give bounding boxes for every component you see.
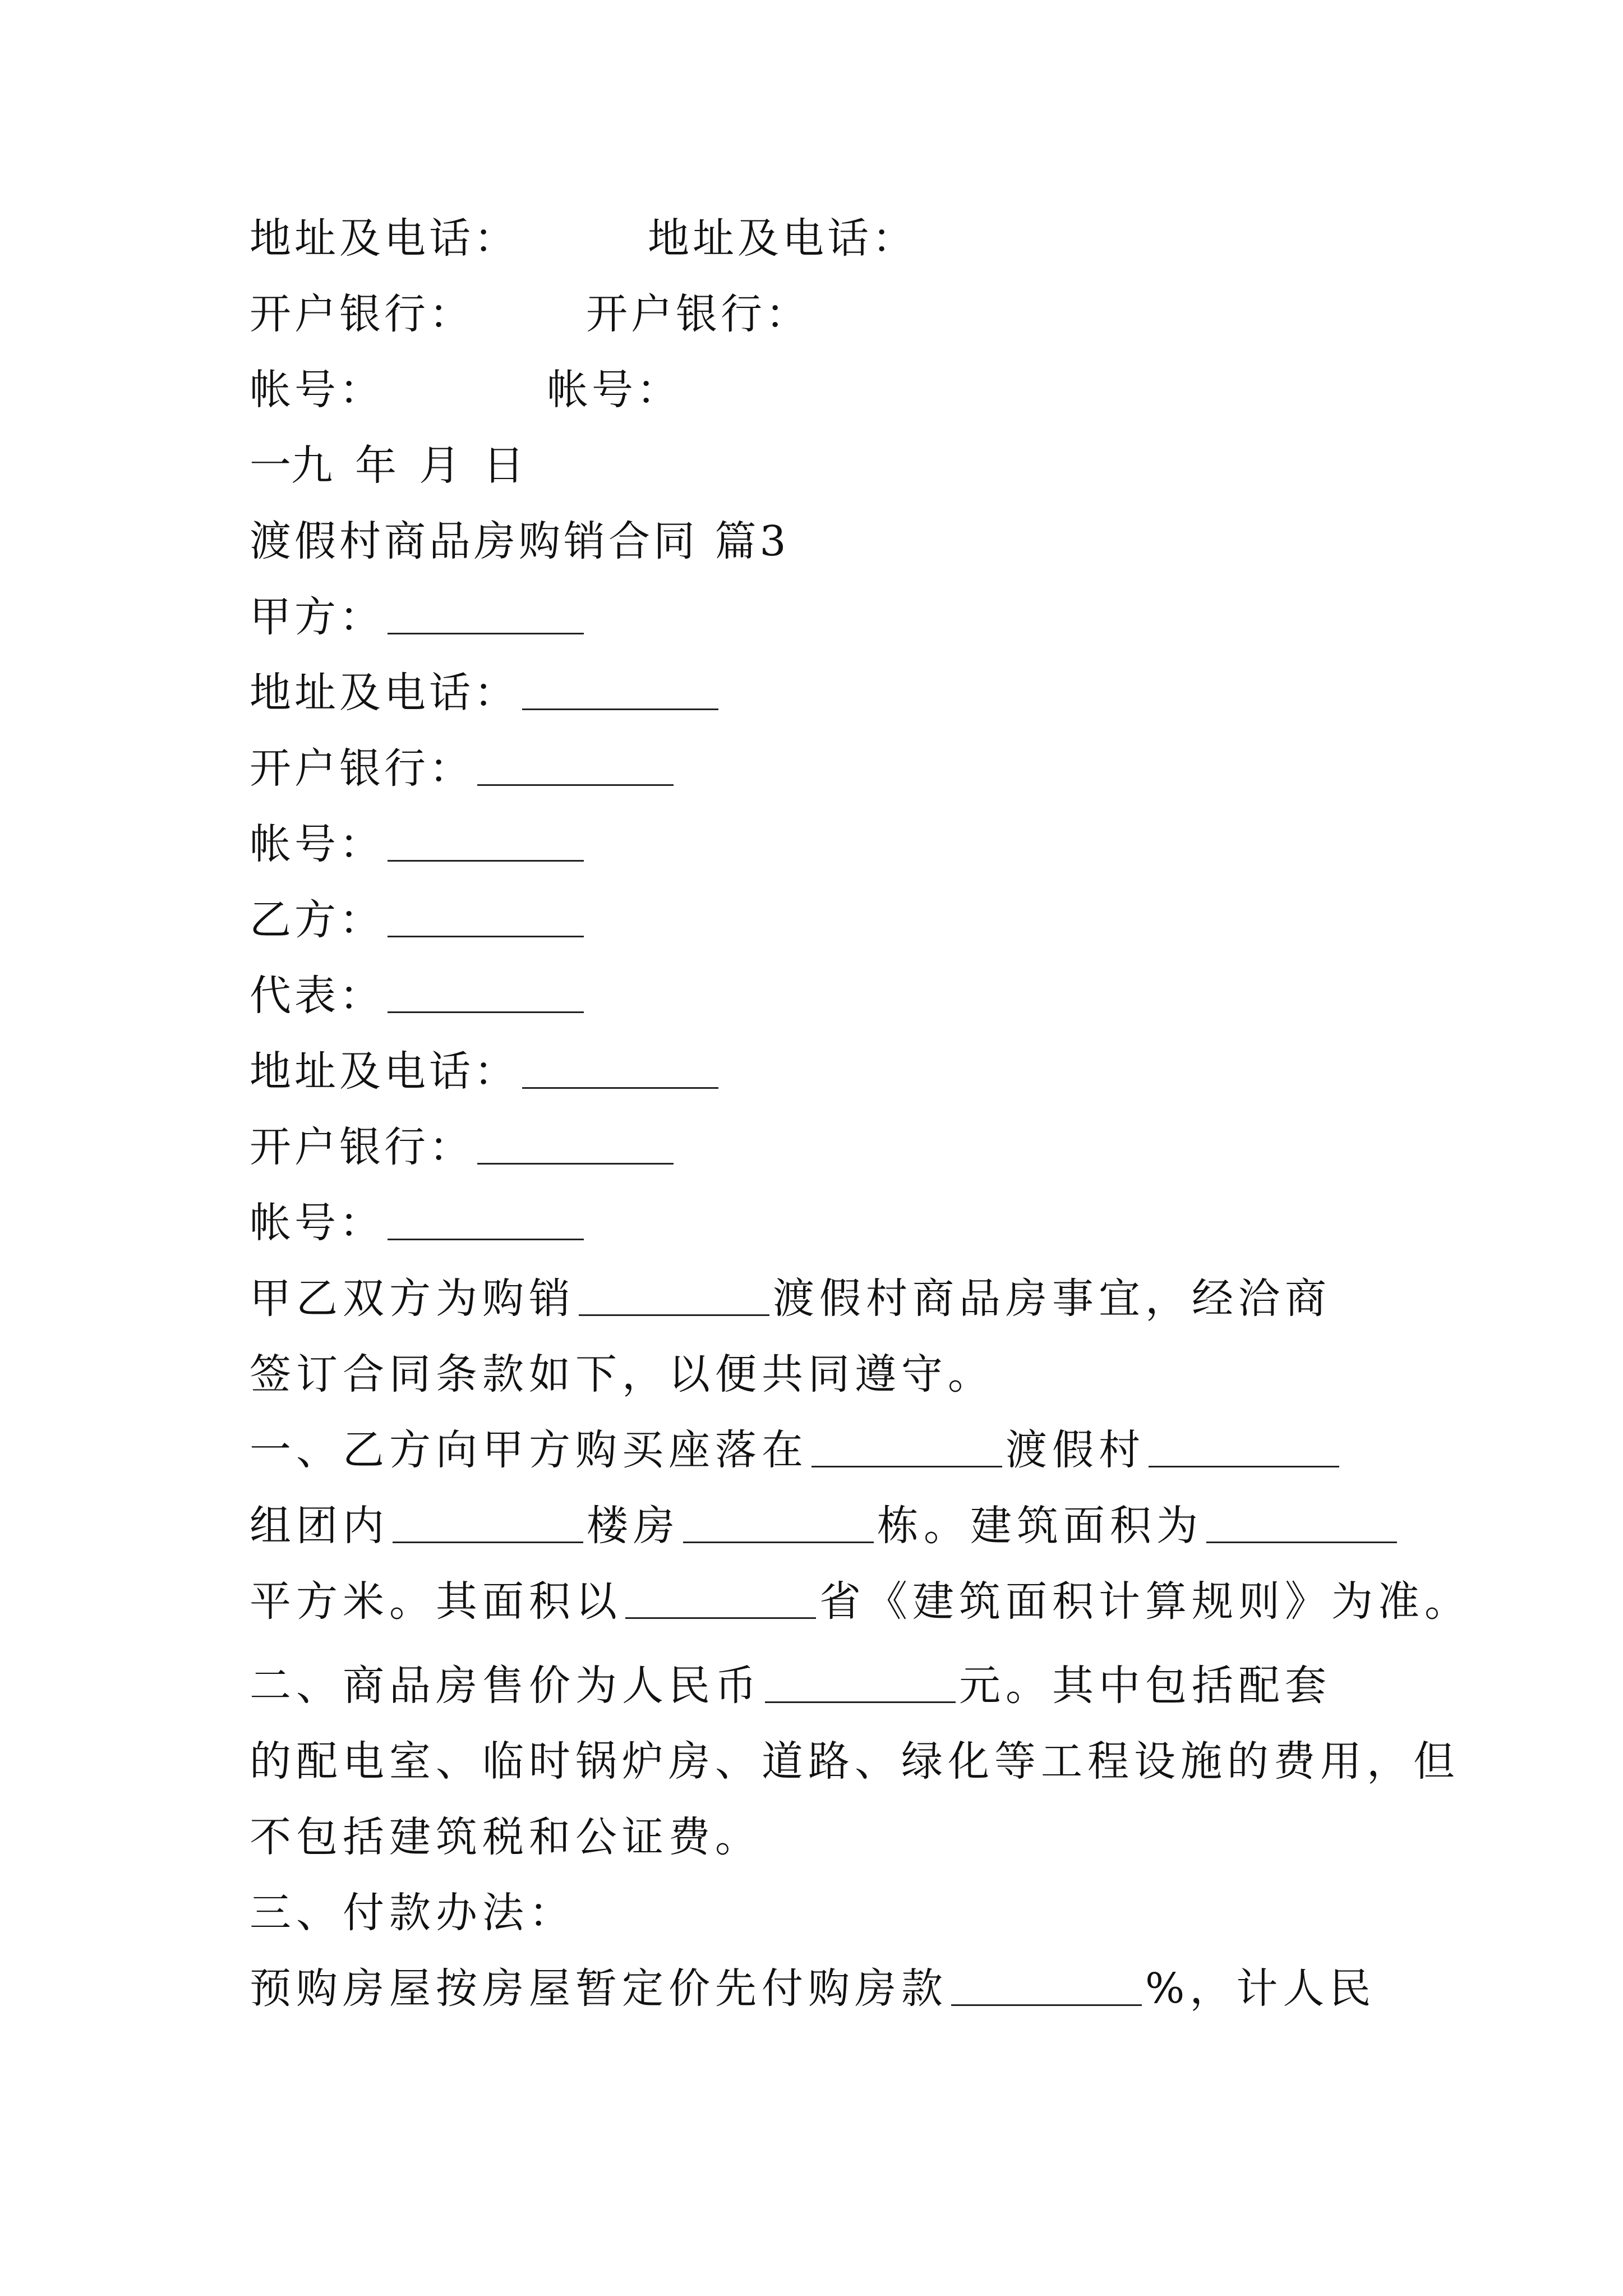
party-b-blank xyxy=(388,933,584,937)
clause-1-blank-3 xyxy=(393,1539,583,1543)
clause-3-line-1 xyxy=(250,1961,1376,2017)
clause-1-line-2 xyxy=(250,1498,1400,1554)
account-label-a: 帐号： xyxy=(250,366,384,414)
party-b-label: 乙方： xyxy=(250,896,384,944)
clause-2-text-2: 元。其中包括配套 xyxy=(959,1662,1331,1710)
bank-header-line xyxy=(250,286,810,342)
intro-blank xyxy=(579,1312,769,1316)
party-b-line xyxy=(250,892,587,948)
address-header-line xyxy=(250,210,917,266)
clause-2-text-1: 二、商品房售价为人民币 xyxy=(250,1662,762,1710)
date-year-prefix: 一九 xyxy=(250,441,333,490)
intro-text-1: 甲乙双方为购销 xyxy=(250,1274,575,1323)
intro-text-2: 渡假村商品房事宜，经洽商 xyxy=(773,1274,1331,1323)
party-b-bank-label: 开户银行： xyxy=(250,1123,474,1171)
party-b-bank-line xyxy=(250,1119,677,1175)
party-a-account-line xyxy=(250,816,587,872)
clause-3-text-2: %，计人民 xyxy=(1145,1964,1376,2013)
party-a-line xyxy=(250,589,587,645)
clause-1-line-1 xyxy=(250,1422,1343,1478)
party-b-address-blank xyxy=(522,1085,718,1089)
clause-3-blank xyxy=(951,2002,1142,2006)
clause-2-line-2: 的配电室、临时锅炉房、道路、绿化等工程设施的费用，但 xyxy=(250,1737,1460,1786)
clause-2-line-1 xyxy=(250,1658,1331,1714)
clause-1-line-3 xyxy=(250,1573,1471,1630)
party-a-address-line xyxy=(250,665,722,721)
clause-1-blank-4 xyxy=(683,1539,874,1543)
clause-1-blank-2 xyxy=(1149,1464,1339,1467)
party-b-account-label: 帐号： xyxy=(250,1199,384,1247)
clause-1-text-1: 一、乙方向甲方购买座落在 xyxy=(250,1426,808,1474)
party-b-rep-line xyxy=(250,968,587,1024)
address-label-b: 地址及电话： xyxy=(648,214,917,263)
intro-line-2: 签订合同条款如下，以便共同遵守。 xyxy=(250,1350,994,1398)
party-a-address-label: 地址及电话： xyxy=(250,669,519,717)
clause-3-title: 三、付款办法： xyxy=(250,1889,575,1937)
date-year: 年 xyxy=(355,441,396,490)
clause-1-text-4: 楼房 xyxy=(587,1502,680,1550)
party-b-bank-blank xyxy=(477,1161,674,1165)
clause-1-text-5: 栋。建筑面积为 xyxy=(877,1502,1203,1550)
clause-1-blank-5 xyxy=(1206,1539,1397,1543)
party-b-address-line xyxy=(250,1043,722,1099)
party-a-bank-line xyxy=(250,740,677,797)
party-a-blank xyxy=(388,631,584,634)
clause-1-blank-1 xyxy=(811,1464,1002,1467)
party-b-rep-label: 代表： xyxy=(250,972,384,1020)
clause-1-text-7: 省《建筑面积计算规则》为准。 xyxy=(819,1577,1471,1626)
clause-2-line-3: 不包括建筑税和公证费。 xyxy=(250,1813,762,1861)
party-a-account-label: 帐号： xyxy=(250,820,384,868)
date-day: 日 xyxy=(483,441,524,490)
clause-1-text-2: 渡假村 xyxy=(1006,1426,1145,1474)
date-month: 月 xyxy=(419,441,460,490)
party-b-address-label: 地址及电话： xyxy=(250,1047,519,1096)
party-a-account-blank xyxy=(388,858,584,862)
intro-line-1 xyxy=(250,1271,1331,1327)
party-a-bank-label: 开户银行： xyxy=(250,744,474,793)
party-a-label: 甲方： xyxy=(250,593,384,641)
party-b-account-line xyxy=(250,1195,587,1251)
party-b-account-blank xyxy=(388,1236,584,1240)
bank-label-b: 开户银行： xyxy=(586,290,810,338)
party-b-rep-blank xyxy=(388,1009,584,1013)
address-label-a: 地址及电话： xyxy=(250,214,519,263)
clause-2-blank xyxy=(765,1699,956,1703)
contract-title: 渡假村商品房购销合同 篇3 xyxy=(250,517,790,565)
clause-1-text-3: 组团内 xyxy=(250,1502,389,1550)
clause-1-text-6: 平方米。其面积以 xyxy=(250,1577,622,1626)
account-header-line xyxy=(250,362,681,418)
party-a-bank-blank xyxy=(477,782,674,786)
account-label-b: 帐号： xyxy=(547,366,681,414)
bank-label-a: 开户银行： xyxy=(250,290,474,338)
party-a-address-blank xyxy=(522,706,718,710)
clause-1-blank-6 xyxy=(625,1615,816,1619)
clause-3-text-1: 预购房屋按房屋暂定价先付购房款 xyxy=(250,1964,948,2013)
date-line xyxy=(250,438,547,494)
